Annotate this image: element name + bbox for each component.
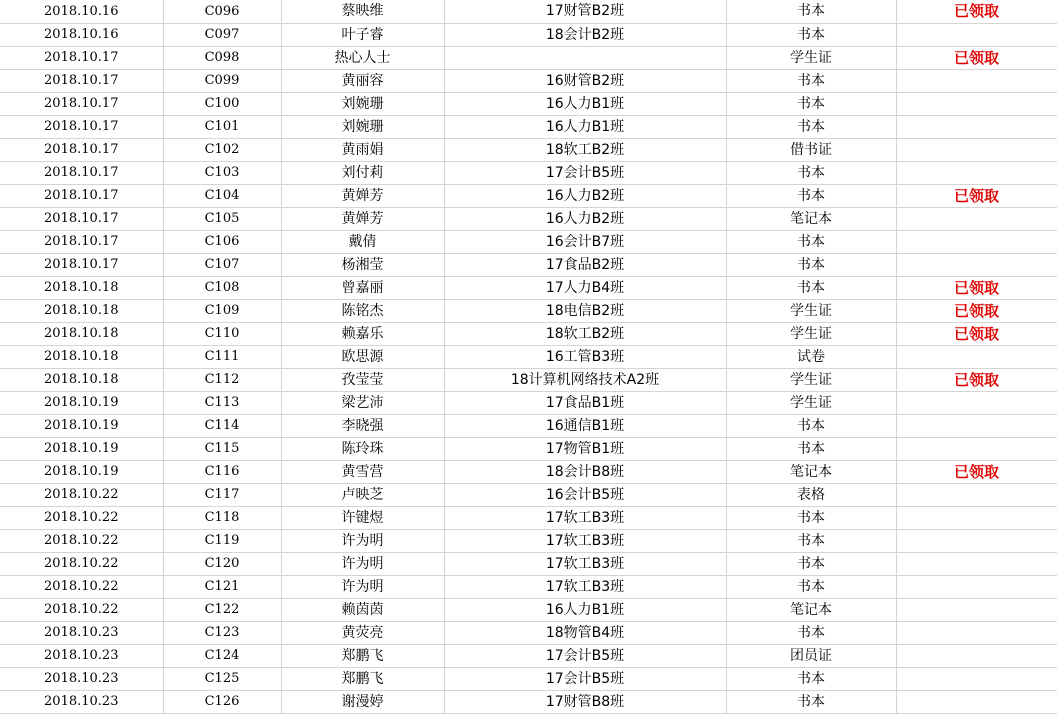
cell-date[interactable]: 2018.10.17 <box>0 230 163 253</box>
cell-item[interactable]: 学生证 <box>726 391 896 414</box>
cell-name[interactable]: 许为明 <box>281 575 444 598</box>
table-row <box>0 161 1057 184</box>
cell-class[interactable]: 17财管B8班 <box>444 690 726 713</box>
cell-code[interactable]: C096 <box>163 0 281 23</box>
cell-date[interactable]: 2018.10.22 <box>0 483 163 506</box>
cell-name[interactable]: 李晓强 <box>281 414 444 437</box>
cell-class[interactable]: 18电信B2班 <box>444 299 726 322</box>
cell-item[interactable]: 书本 <box>726 69 896 92</box>
cell-class[interactable]: 16会计B7班 <box>444 230 726 253</box>
cell-item[interactable]: 学生证 <box>726 368 896 391</box>
cell-status[interactable] <box>896 483 1057 506</box>
cell-name[interactable]: 刘婉珊 <box>281 115 444 138</box>
cell-item[interactable]: 书本 <box>726 253 896 276</box>
cell-date[interactable]: 2018.10.16 <box>0 23 163 46</box>
table-row <box>0 299 1057 322</box>
cell-class[interactable]: 18会计B2班 <box>444 23 726 46</box>
cell-date[interactable]: 2018.10.19 <box>0 391 163 414</box>
cell-code[interactable]: C101 <box>163 115 281 138</box>
cell-name[interactable]: 谢漫婷 <box>281 690 444 713</box>
cell-name[interactable]: 梁艺沛 <box>281 391 444 414</box>
table-row <box>0 322 1057 345</box>
cell-date[interactable]: 2018.10.19 <box>0 437 163 460</box>
cell-name[interactable]: 蔡映维 <box>281 0 444 23</box>
cell-item[interactable]: 学生证 <box>726 299 896 322</box>
cell-code[interactable]: C109 <box>163 299 281 322</box>
cell-status[interactable] <box>896 207 1057 230</box>
cell-name[interactable]: 赖茵茵 <box>281 598 444 621</box>
cell-item[interactable]: 书本 <box>726 115 896 138</box>
cell-class[interactable]: 17会计B5班 <box>444 644 726 667</box>
cell-item[interactable]: 书本 <box>726 230 896 253</box>
cell-name[interactable]: 许键煜 <box>281 506 444 529</box>
cell-item[interactable]: 书本 <box>726 690 896 713</box>
table-row <box>0 0 1057 23</box>
table-row <box>0 460 1057 483</box>
cell-code[interactable]: C113 <box>163 391 281 414</box>
cell-item[interactable]: 试卷 <box>726 345 896 368</box>
cell-status[interactable] <box>896 161 1057 184</box>
cell-item[interactable]: 笔记本 <box>726 598 896 621</box>
table-row <box>0 598 1057 621</box>
cell-class[interactable]: 17人力B4班 <box>444 276 726 299</box>
cell-date[interactable]: 2018.10.22 <box>0 575 163 598</box>
cell-date[interactable]: 2018.10.17 <box>0 253 163 276</box>
cell-class[interactable]: 16人力B1班 <box>444 598 726 621</box>
cell-status[interactable] <box>896 138 1057 161</box>
cell-name[interactable]: 黄雨娟 <box>281 138 444 161</box>
cell-status[interactable] <box>896 391 1057 414</box>
table-row <box>0 69 1057 92</box>
cell-date[interactable]: 2018.10.18 <box>0 276 163 299</box>
cell-name[interactable]: 黄雪营 <box>281 460 444 483</box>
cell-name[interactable]: 郑鹏飞 <box>281 644 444 667</box>
cell-code[interactable]: C112 <box>163 368 281 391</box>
cell-date[interactable]: 2018.10.19 <box>0 414 163 437</box>
cell-name[interactable]: 孜莹莹 <box>281 368 444 391</box>
cell-class[interactable]: 16人力B2班 <box>444 184 726 207</box>
cell-name[interactable]: 戴倩 <box>281 230 444 253</box>
cell-code[interactable]: C110 <box>163 322 281 345</box>
cell-code[interactable]: C126 <box>163 690 281 713</box>
cell-code[interactable]: C107 <box>163 253 281 276</box>
table-row <box>0 184 1057 207</box>
table-row <box>0 575 1057 598</box>
cell-code[interactable]: C120 <box>163 552 281 575</box>
cell-date[interactable]: 2018.10.17 <box>0 207 163 230</box>
cell-item[interactable]: 团员证 <box>726 644 896 667</box>
cell-name[interactable]: 许为明 <box>281 529 444 552</box>
cell-name[interactable]: 陈铭杰 <box>281 299 444 322</box>
table-row <box>0 345 1057 368</box>
cell-date[interactable]: 2018.10.17 <box>0 46 163 69</box>
cell-status[interactable] <box>896 69 1057 92</box>
table-row <box>0 529 1057 552</box>
cell-date[interactable]: 2018.10.18 <box>0 299 163 322</box>
cell-status[interactable] <box>896 437 1057 460</box>
cell-date[interactable]: 2018.10.17 <box>0 69 163 92</box>
cell-date[interactable]: 2018.10.23 <box>0 690 163 713</box>
cell-class[interactable]: 16人力B1班 <box>444 115 726 138</box>
cell-code[interactable]: C103 <box>163 161 281 184</box>
cell-class[interactable]: 17软工B3班 <box>444 552 726 575</box>
table-row <box>0 437 1057 460</box>
table-row <box>0 138 1057 161</box>
cell-date[interactable]: 2018.10.17 <box>0 184 163 207</box>
cell-status[interactable] <box>896 529 1057 552</box>
cell-status[interactable] <box>896 552 1057 575</box>
cell-status[interactable] <box>896 598 1057 621</box>
cell-code[interactable]: C116 <box>163 460 281 483</box>
cell-item[interactable]: 书本 <box>726 23 896 46</box>
table-row <box>0 46 1057 69</box>
cell-status[interactable]: 已领取 <box>896 299 1057 322</box>
cell-status[interactable] <box>896 253 1057 276</box>
cell-code[interactable]: C102 <box>163 138 281 161</box>
cell-name[interactable]: 郑鹏飞 <box>281 667 444 690</box>
cell-item[interactable]: 表格 <box>726 483 896 506</box>
table-row <box>0 368 1057 391</box>
cell-class[interactable]: 17软工B3班 <box>444 529 726 552</box>
cell-name[interactable]: 黄婵芳 <box>281 207 444 230</box>
cell-code[interactable]: C115 <box>163 437 281 460</box>
table-row <box>0 506 1057 529</box>
cell-status[interactable]: 已领取 <box>896 276 1057 299</box>
cell-class[interactable]: 17财管B2班 <box>444 0 726 23</box>
cell-class[interactable]: 16会计B5班 <box>444 483 726 506</box>
cell-class[interactable]: 17食品B1班 <box>444 391 726 414</box>
cell-name[interactable]: 热心人士 <box>281 46 444 69</box>
cell-status[interactable]: 已领取 <box>896 46 1057 69</box>
cell-item[interactable]: 书本 <box>726 529 896 552</box>
cell-date[interactable]: 2018.10.16 <box>0 0 163 23</box>
cell-status[interactable] <box>896 644 1057 667</box>
cell-code[interactable]: C105 <box>163 207 281 230</box>
cell-item[interactable]: 书本 <box>726 414 896 437</box>
cell-class[interactable]: 16人力B1班 <box>444 92 726 115</box>
cell-status[interactable] <box>896 23 1057 46</box>
table-row <box>0 207 1057 230</box>
cell-class[interactable]: 16人力B2班 <box>444 207 726 230</box>
cell-name[interactable]: 赖嘉乐 <box>281 322 444 345</box>
cell-status[interactable] <box>896 115 1057 138</box>
cell-code[interactable]: C118 <box>163 506 281 529</box>
cell-date[interactable]: 2018.10.22 <box>0 506 163 529</box>
cell-status[interactable] <box>896 575 1057 598</box>
cell-date[interactable]: 2018.10.22 <box>0 598 163 621</box>
cell-code[interactable]: C114 <box>163 414 281 437</box>
cell-item[interactable]: 书本 <box>726 437 896 460</box>
cell-class[interactable]: 18计算机网络技术A2班 <box>444 368 726 391</box>
cell-class[interactable]: 17软工B3班 <box>444 575 726 598</box>
cell-date[interactable]: 2018.10.17 <box>0 138 163 161</box>
table-row <box>0 690 1057 713</box>
cell-status[interactable] <box>896 667 1057 690</box>
cell-date[interactable]: 2018.10.19 <box>0 460 163 483</box>
cell-item[interactable]: 书本 <box>726 552 896 575</box>
cell-code[interactable]: C121 <box>163 575 281 598</box>
cell-code[interactable]: C099 <box>163 69 281 92</box>
table-row <box>0 92 1057 115</box>
cell-status[interactable]: 已领取 <box>896 0 1057 23</box>
cell-status[interactable] <box>896 621 1057 644</box>
cell-status[interactable] <box>896 506 1057 529</box>
cell-class[interactable]: 17会计B5班 <box>444 667 726 690</box>
cell-status[interactable] <box>896 690 1057 713</box>
cell-date[interactable]: 2018.10.18 <box>0 322 163 345</box>
cell-item[interactable]: 书本 <box>726 184 896 207</box>
cell-status[interactable]: 已领取 <box>896 322 1057 345</box>
cell-status[interactable] <box>896 230 1057 253</box>
cell-code[interactable]: C122 <box>163 598 281 621</box>
cell-status[interactable] <box>896 92 1057 115</box>
cell-name[interactable]: 叶子睿 <box>281 23 444 46</box>
cell-date[interactable]: 2018.10.23 <box>0 667 163 690</box>
cell-item[interactable]: 书本 <box>726 0 896 23</box>
cell-code[interactable]: C111 <box>163 345 281 368</box>
cell-code[interactable]: C098 <box>163 46 281 69</box>
cell-name[interactable]: 陈玲珠 <box>281 437 444 460</box>
table-row <box>0 23 1057 46</box>
table-row <box>0 667 1057 690</box>
cell-class[interactable]: 16通信B1班 <box>444 414 726 437</box>
table-row <box>0 621 1057 644</box>
table-row <box>0 230 1057 253</box>
table-row <box>0 414 1057 437</box>
cell-status[interactable]: 已领取 <box>896 368 1057 391</box>
cell-status[interactable] <box>896 345 1057 368</box>
cell-date[interactable]: 2018.10.18 <box>0 345 163 368</box>
cell-name[interactable]: 许为明 <box>281 552 444 575</box>
cell-item[interactable]: 学生证 <box>726 46 896 69</box>
cell-code[interactable]: C104 <box>163 184 281 207</box>
cell-item[interactable]: 笔记本 <box>726 207 896 230</box>
cell-date[interactable]: 2018.10.23 <box>0 621 163 644</box>
cell-code[interactable]: C117 <box>163 483 281 506</box>
cell-date[interactable]: 2018.10.17 <box>0 161 163 184</box>
cell-name[interactable]: 黄丽容 <box>281 69 444 92</box>
cell-item[interactable]: 学生证 <box>726 322 896 345</box>
cell-item[interactable]: 书本 <box>726 276 896 299</box>
cell-name[interactable]: 黄婵芳 <box>281 184 444 207</box>
cell-date[interactable]: 2018.10.23 <box>0 644 163 667</box>
cell-name[interactable]: 欧思源 <box>281 345 444 368</box>
cell-date[interactable]: 2018.10.18 <box>0 368 163 391</box>
cell-class[interactable]: 18物管B4班 <box>444 621 726 644</box>
cell-status[interactable]: 已领取 <box>896 184 1057 207</box>
cell-code[interactable]: C124 <box>163 644 281 667</box>
cell-item[interactable]: 书本 <box>726 92 896 115</box>
cell-date[interactable]: 2018.10.22 <box>0 529 163 552</box>
cell-code[interactable]: C097 <box>163 23 281 46</box>
cell-class[interactable]: 16工管B3班 <box>444 345 726 368</box>
cell-class[interactable]: 18软工B2班 <box>444 322 726 345</box>
table-row <box>0 253 1057 276</box>
cell-name[interactable]: 刘婉珊 <box>281 92 444 115</box>
cell-code[interactable]: C119 <box>163 529 281 552</box>
cell-item[interactable]: 书本 <box>726 161 896 184</box>
table-row <box>0 115 1057 138</box>
cell-class[interactable]: 16财管B2班 <box>444 69 726 92</box>
cell-name[interactable]: 曾嘉丽 <box>281 276 444 299</box>
cell-code[interactable]: C100 <box>163 92 281 115</box>
cell-code[interactable]: C125 <box>163 667 281 690</box>
cell-item[interactable]: 书本 <box>726 506 896 529</box>
cell-class[interactable]: 18会计B8班 <box>444 460 726 483</box>
table-row <box>0 276 1057 299</box>
cell-item[interactable]: 书本 <box>726 667 896 690</box>
cell-name[interactable]: 刘付莉 <box>281 161 444 184</box>
table-row <box>0 391 1057 414</box>
table-row <box>0 483 1057 506</box>
cell-item[interactable]: 借书证 <box>726 138 896 161</box>
cell-code[interactable]: C108 <box>163 276 281 299</box>
cell-class[interactable]: 18软工B2班 <box>444 138 726 161</box>
cell-class[interactable]: 17会计B5班 <box>444 161 726 184</box>
cell-item[interactable]: 书本 <box>726 621 896 644</box>
cell-class[interactable]: 17食品B2班 <box>444 253 726 276</box>
cell-date[interactable]: 2018.10.22 <box>0 552 163 575</box>
table-row <box>0 644 1057 667</box>
cell-date[interactable]: 2018.10.17 <box>0 115 163 138</box>
cell-code[interactable]: C123 <box>163 621 281 644</box>
cell-status[interactable] <box>896 414 1057 437</box>
cell-item[interactable]: 笔记本 <box>726 460 896 483</box>
cell-class[interactable]: 17物管B1班 <box>444 437 726 460</box>
cell-class[interactable]: 17软工B3班 <box>444 506 726 529</box>
cell-class[interactable] <box>444 46 726 69</box>
cell-name[interactable]: 黄荧亮 <box>281 621 444 644</box>
cell-status[interactable]: 已领取 <box>896 460 1057 483</box>
cell-item[interactable]: 书本 <box>726 575 896 598</box>
cell-name[interactable]: 杨湘莹 <box>281 253 444 276</box>
table-row <box>0 552 1057 575</box>
cell-date[interactable]: 2018.10.17 <box>0 92 163 115</box>
cell-name[interactable]: 卢映芝 <box>281 483 444 506</box>
cell-code[interactable]: C106 <box>163 230 281 253</box>
